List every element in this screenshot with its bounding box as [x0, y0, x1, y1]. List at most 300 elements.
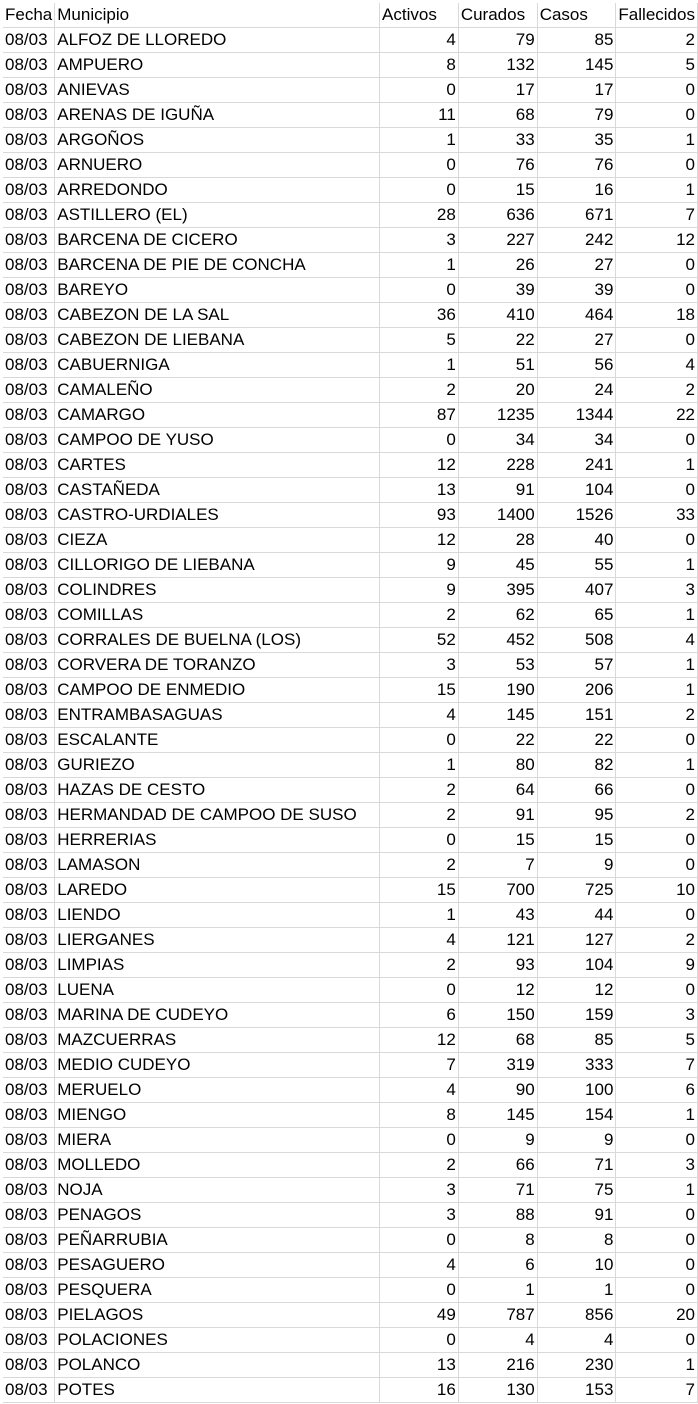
fallecidos-cell[interactable]: 0 — [616, 78, 698, 103]
casos-cell[interactable]: 154 — [537, 1103, 616, 1128]
activos-cell[interactable]: 4 — [380, 928, 459, 953]
fallecidos-cell[interactable]: 0 — [616, 1328, 698, 1353]
casos-cell[interactable]: 16 — [537, 178, 616, 203]
fecha-cell[interactable]: 08/03 — [3, 1153, 55, 1178]
fallecidos-cell[interactable]: 0 — [616, 1253, 698, 1278]
municipio-cell[interactable]: LIERGANES — [55, 928, 380, 953]
activos-cell[interactable]: 0 — [380, 1128, 459, 1153]
fallecidos-cell[interactable]: 4 — [616, 628, 698, 653]
casos-cell[interactable]: 65 — [537, 603, 616, 628]
curados-cell[interactable]: 93 — [458, 953, 537, 978]
activos-cell[interactable]: 2 — [380, 953, 459, 978]
curados-cell[interactable]: 1 — [458, 1278, 537, 1303]
municipio-cell[interactable]: ANIEVAS — [55, 78, 380, 103]
casos-cell[interactable]: 241 — [537, 453, 616, 478]
header-activos[interactable]: Activos — [380, 3, 459, 28]
header-municipio[interactable]: Municipio — [55, 3, 380, 28]
fallecidos-cell[interactable]: 0 — [616, 778, 698, 803]
curados-cell[interactable]: 636 — [458, 203, 537, 228]
municipio-cell[interactable]: CORRALES DE BUELNA (LOS) — [55, 628, 380, 653]
curados-cell[interactable]: 15 — [458, 828, 537, 853]
municipio-cell[interactable]: HAZAS DE CESTO — [55, 778, 380, 803]
curados-cell[interactable]: 34 — [458, 428, 537, 453]
activos-cell[interactable]: 7 — [380, 1053, 459, 1078]
casos-cell[interactable]: 151 — [537, 703, 616, 728]
casos-cell[interactable]: 34 — [537, 428, 616, 453]
activos-cell[interactable]: 5 — [380, 328, 459, 353]
fallecidos-cell[interactable]: 0 — [616, 428, 698, 453]
fallecidos-cell[interactable]: 2 — [616, 28, 698, 53]
casos-cell[interactable]: 4 — [537, 1328, 616, 1353]
header-casos[interactable]: Casos — [537, 3, 616, 28]
activos-cell[interactable]: 12 — [380, 453, 459, 478]
fecha-cell[interactable]: 08/03 — [3, 353, 55, 378]
fecha-cell[interactable]: 08/03 — [3, 1328, 55, 1353]
municipio-cell[interactable]: CASTRO-URDIALES — [55, 503, 380, 528]
activos-cell[interactable]: 2 — [380, 853, 459, 878]
fecha-cell[interactable]: 08/03 — [3, 553, 55, 578]
header-fallecidos[interactable]: Fallecidos — [616, 3, 698, 28]
municipio-cell[interactable]: CABEZON DE LA SAL — [55, 303, 380, 328]
fallecidos-cell[interactable]: 1 — [616, 178, 698, 203]
casos-cell[interactable]: 44 — [537, 903, 616, 928]
activos-cell[interactable]: 36 — [380, 303, 459, 328]
casos-cell[interactable]: 85 — [537, 28, 616, 53]
casos-cell[interactable]: 82 — [537, 753, 616, 778]
municipio-cell[interactable]: CAMPOO DE YUSO — [55, 428, 380, 453]
activos-cell[interactable]: 1 — [380, 753, 459, 778]
fecha-cell[interactable]: 08/03 — [3, 28, 55, 53]
fallecidos-cell[interactable]: 0 — [616, 328, 698, 353]
municipio-cell[interactable]: ARENAS DE IGUÑA — [55, 103, 380, 128]
casos-cell[interactable]: 35 — [537, 128, 616, 153]
curados-cell[interactable]: 12 — [458, 978, 537, 1003]
curados-cell[interactable]: 319 — [458, 1053, 537, 1078]
casos-cell[interactable]: 39 — [537, 278, 616, 303]
fecha-cell[interactable]: 08/03 — [3, 428, 55, 453]
casos-cell[interactable]: 159 — [537, 1003, 616, 1028]
header-curados[interactable]: Curados — [458, 3, 537, 28]
curados-cell[interactable]: 53 — [458, 653, 537, 678]
fallecidos-cell[interactable]: 0 — [616, 253, 698, 278]
curados-cell[interactable]: 80 — [458, 753, 537, 778]
curados-cell[interactable]: 4 — [458, 1328, 537, 1353]
curados-cell[interactable]: 26 — [458, 253, 537, 278]
activos-cell[interactable]: 3 — [380, 653, 459, 678]
municipio-cell[interactable]: CAMPOO DE ENMEDIO — [55, 678, 380, 703]
municipio-cell[interactable]: PIELAGOS — [55, 1303, 380, 1328]
activos-cell[interactable]: 4 — [380, 703, 459, 728]
activos-cell[interactable]: 1 — [380, 353, 459, 378]
curados-cell[interactable]: 395 — [458, 578, 537, 603]
municipio-cell[interactable]: CIEZA — [55, 528, 380, 553]
activos-cell[interactable]: 0 — [380, 178, 459, 203]
municipio-cell[interactable]: LIENDO — [55, 903, 380, 928]
municipio-cell[interactable]: ARGOÑOS — [55, 128, 380, 153]
casos-cell[interactable]: 856 — [537, 1303, 616, 1328]
municipio-cell[interactable]: MIERA — [55, 1128, 380, 1153]
curados-cell[interactable]: 1400 — [458, 503, 537, 528]
municipio-cell[interactable]: MIENGO — [55, 1103, 380, 1128]
casos-cell[interactable]: 12 — [537, 978, 616, 1003]
fallecidos-cell[interactable]: 1 — [616, 753, 698, 778]
casos-cell[interactable]: 725 — [537, 878, 616, 903]
casos-cell[interactable]: 230 — [537, 1353, 616, 1378]
activos-cell[interactable]: 0 — [380, 78, 459, 103]
municipio-cell[interactable]: ARREDONDO — [55, 178, 380, 203]
activos-cell[interactable]: 16 — [380, 1378, 459, 1403]
fecha-cell[interactable]: 08/03 — [3, 178, 55, 203]
curados-cell[interactable]: 51 — [458, 353, 537, 378]
casos-cell[interactable]: 127 — [537, 928, 616, 953]
municipio-cell[interactable]: PESQUERA — [55, 1278, 380, 1303]
fecha-cell[interactable]: 08/03 — [3, 153, 55, 178]
casos-cell[interactable]: 1344 — [537, 403, 616, 428]
municipio-cell[interactable]: ESCALANTE — [55, 728, 380, 753]
curados-cell[interactable]: 145 — [458, 703, 537, 728]
activos-cell[interactable]: 0 — [380, 428, 459, 453]
activos-cell[interactable]: 2 — [380, 603, 459, 628]
fallecidos-cell[interactable]: 2 — [616, 803, 698, 828]
casos-cell[interactable]: 1 — [537, 1278, 616, 1303]
municipio-cell[interactable]: PENAGOS — [55, 1203, 380, 1228]
fallecidos-cell[interactable]: 2 — [616, 378, 698, 403]
casos-cell[interactable]: 27 — [537, 253, 616, 278]
municipio-cell[interactable]: MAZCUERRAS — [55, 1028, 380, 1053]
curados-cell[interactable]: 43 — [458, 903, 537, 928]
fecha-cell[interactable]: 08/03 — [3, 1128, 55, 1153]
fallecidos-cell[interactable]: 0 — [616, 828, 698, 853]
activos-cell[interactable]: 13 — [380, 1353, 459, 1378]
fecha-cell[interactable]: 08/03 — [3, 1203, 55, 1228]
fallecidos-cell[interactable]: 0 — [616, 1228, 698, 1253]
casos-cell[interactable]: 100 — [537, 1078, 616, 1103]
casos-cell[interactable]: 508 — [537, 628, 616, 653]
municipio-cell[interactable]: CABUERNIGA — [55, 353, 380, 378]
activos-cell[interactable]: 13 — [380, 478, 459, 503]
curados-cell[interactable]: 88 — [458, 1203, 537, 1228]
activos-cell[interactable]: 9 — [380, 578, 459, 603]
fallecidos-cell[interactable]: 20 — [616, 1303, 698, 1328]
activos-cell[interactable]: 8 — [380, 1103, 459, 1128]
fecha-cell[interactable]: 08/03 — [3, 303, 55, 328]
fallecidos-cell[interactable]: 1 — [616, 653, 698, 678]
municipio-cell[interactable]: CASTAÑEDA — [55, 478, 380, 503]
casos-cell[interactable]: 75 — [537, 1178, 616, 1203]
municipio-cell[interactable]: LAREDO — [55, 878, 380, 903]
activos-cell[interactable]: 8 — [380, 53, 459, 78]
activos-cell[interactable]: 12 — [380, 1028, 459, 1053]
activos-cell[interactable]: 0 — [380, 828, 459, 853]
municipio-cell[interactable]: ALFOZ DE LLOREDO — [55, 28, 380, 53]
fecha-cell[interactable]: 08/03 — [3, 953, 55, 978]
activos-cell[interactable]: 11 — [380, 103, 459, 128]
curados-cell[interactable]: 227 — [458, 228, 537, 253]
fecha-cell[interactable]: 08/03 — [3, 78, 55, 103]
casos-cell[interactable]: 71 — [537, 1153, 616, 1178]
fallecidos-cell[interactable]: 12 — [616, 228, 698, 253]
fallecidos-cell[interactable]: 0 — [616, 103, 698, 128]
fallecidos-cell[interactable]: 3 — [616, 578, 698, 603]
casos-cell[interactable]: 9 — [537, 853, 616, 878]
fecha-cell[interactable]: 08/03 — [3, 503, 55, 528]
casos-cell[interactable]: 145 — [537, 53, 616, 78]
header-fecha[interactable]: Fecha — [3, 3, 55, 28]
municipio-cell[interactable]: MOLLEDO — [55, 1153, 380, 1178]
casos-cell[interactable]: 55 — [537, 553, 616, 578]
fallecidos-cell[interactable]: 0 — [616, 903, 698, 928]
casos-cell[interactable]: 104 — [537, 953, 616, 978]
fecha-cell[interactable]: 08/03 — [3, 528, 55, 553]
fecha-cell[interactable]: 08/03 — [3, 653, 55, 678]
casos-cell[interactable]: 27 — [537, 328, 616, 353]
activos-cell[interactable]: 0 — [380, 278, 459, 303]
fecha-cell[interactable]: 08/03 — [3, 478, 55, 503]
activos-cell[interactable]: 0 — [380, 153, 459, 178]
activos-cell[interactable]: 1 — [380, 128, 459, 153]
activos-cell[interactable]: 87 — [380, 403, 459, 428]
fecha-cell[interactable]: 08/03 — [3, 1228, 55, 1253]
casos-cell[interactable]: 242 — [537, 228, 616, 253]
activos-cell[interactable]: 9 — [380, 553, 459, 578]
curados-cell[interactable]: 787 — [458, 1303, 537, 1328]
curados-cell[interactable]: 150 — [458, 1003, 537, 1028]
activos-cell[interactable]: 2 — [380, 778, 459, 803]
curados-cell[interactable]: 9 — [458, 1128, 537, 1153]
fallecidos-cell[interactable]: 4 — [616, 353, 698, 378]
curados-cell[interactable]: 121 — [458, 928, 537, 953]
municipio-cell[interactable]: COMILLAS — [55, 603, 380, 628]
municipio-cell[interactable]: BARCENA DE CICERO — [55, 228, 380, 253]
curados-cell[interactable]: 68 — [458, 1028, 537, 1053]
casos-cell[interactable]: 206 — [537, 678, 616, 703]
casos-cell[interactable]: 22 — [537, 728, 616, 753]
municipio-cell[interactable]: CORVERA DE TORANZO — [55, 653, 380, 678]
fallecidos-cell[interactable]: 0 — [616, 153, 698, 178]
fallecidos-cell[interactable]: 1 — [616, 603, 698, 628]
fecha-cell[interactable]: 08/03 — [3, 53, 55, 78]
curados-cell[interactable]: 39 — [458, 278, 537, 303]
casos-cell[interactable]: 79 — [537, 103, 616, 128]
fecha-cell[interactable]: 08/03 — [3, 453, 55, 478]
fecha-cell[interactable]: 08/03 — [3, 628, 55, 653]
activos-cell[interactable]: 15 — [380, 878, 459, 903]
fecha-cell[interactable]: 08/03 — [3, 253, 55, 278]
municipio-cell[interactable]: CARTES — [55, 453, 380, 478]
fallecidos-cell[interactable]: 1 — [616, 1178, 698, 1203]
activos-cell[interactable]: 49 — [380, 1303, 459, 1328]
fallecidos-cell[interactable]: 0 — [616, 1203, 698, 1228]
municipio-cell[interactable]: ASTILLERO (EL) — [55, 203, 380, 228]
casos-cell[interactable]: 66 — [537, 778, 616, 803]
curados-cell[interactable]: 22 — [458, 328, 537, 353]
fallecidos-cell[interactable]: 7 — [616, 1053, 698, 1078]
fecha-cell[interactable]: 08/03 — [3, 1003, 55, 1028]
curados-cell[interactable]: 45 — [458, 553, 537, 578]
municipio-cell[interactable]: HERRERIAS — [55, 828, 380, 853]
fallecidos-cell[interactable]: 5 — [616, 53, 698, 78]
fecha-cell[interactable]: 08/03 — [3, 578, 55, 603]
casos-cell[interactable]: 56 — [537, 353, 616, 378]
curados-cell[interactable]: 700 — [458, 878, 537, 903]
municipio-cell[interactable]: COLINDRES — [55, 578, 380, 603]
municipio-cell[interactable]: POTES — [55, 1378, 380, 1403]
fecha-cell[interactable]: 08/03 — [3, 328, 55, 353]
municipio-cell[interactable]: CABEZON DE LIEBANA — [55, 328, 380, 353]
municipio-cell[interactable]: LIMPIAS — [55, 953, 380, 978]
fecha-cell[interactable]: 08/03 — [3, 903, 55, 928]
activos-cell[interactable]: 4 — [380, 1078, 459, 1103]
curados-cell[interactable]: 410 — [458, 303, 537, 328]
casos-cell[interactable]: 15 — [537, 828, 616, 853]
fallecidos-cell[interactable]: 2 — [616, 928, 698, 953]
fallecidos-cell[interactable]: 1 — [616, 128, 698, 153]
fecha-cell[interactable]: 08/03 — [3, 728, 55, 753]
fecha-cell[interactable]: 08/03 — [3, 1178, 55, 1203]
municipio-cell[interactable]: NOJA — [55, 1178, 380, 1203]
municipio-cell[interactable]: BAREYO — [55, 278, 380, 303]
casos-cell[interactable]: 85 — [537, 1028, 616, 1053]
municipio-cell[interactable]: MEDIO CUDEYO — [55, 1053, 380, 1078]
fallecidos-cell[interactable]: 33 — [616, 503, 698, 528]
fecha-cell[interactable]: 08/03 — [3, 1078, 55, 1103]
fecha-cell[interactable]: 08/03 — [3, 378, 55, 403]
curados-cell[interactable]: 6 — [458, 1253, 537, 1278]
municipio-cell[interactable]: MARINA DE CUDEYO — [55, 1003, 380, 1028]
municipio-cell[interactable]: ARNUERO — [55, 153, 380, 178]
fecha-cell[interactable]: 08/03 — [3, 1303, 55, 1328]
fallecidos-cell[interactable]: 3 — [616, 1003, 698, 1028]
fallecidos-cell[interactable]: 5 — [616, 1028, 698, 1053]
curados-cell[interactable]: 1235 — [458, 403, 537, 428]
fecha-cell[interactable]: 08/03 — [3, 928, 55, 953]
fallecidos-cell[interactable]: 2 — [616, 703, 698, 728]
fallecidos-cell[interactable]: 0 — [616, 478, 698, 503]
activos-cell[interactable]: 0 — [380, 978, 459, 1003]
fecha-cell[interactable]: 08/03 — [3, 228, 55, 253]
fecha-cell[interactable]: 08/03 — [3, 1053, 55, 1078]
fecha-cell[interactable]: 08/03 — [3, 1278, 55, 1303]
municipio-cell[interactable]: MERUELO — [55, 1078, 380, 1103]
curados-cell[interactable]: 228 — [458, 453, 537, 478]
curados-cell[interactable]: 33 — [458, 128, 537, 153]
fecha-cell[interactable]: 08/03 — [3, 878, 55, 903]
curados-cell[interactable]: 8 — [458, 1228, 537, 1253]
curados-cell[interactable]: 68 — [458, 103, 537, 128]
fallecidos-cell[interactable]: 6 — [616, 1078, 698, 1103]
municipio-cell[interactable]: LUENA — [55, 978, 380, 1003]
activos-cell[interactable]: 4 — [380, 1253, 459, 1278]
casos-cell[interactable]: 1526 — [537, 503, 616, 528]
activos-cell[interactable]: 1 — [380, 903, 459, 928]
curados-cell[interactable]: 91 — [458, 803, 537, 828]
fecha-cell[interactable]: 08/03 — [3, 753, 55, 778]
activos-cell[interactable]: 3 — [380, 1203, 459, 1228]
activos-cell[interactable]: 3 — [380, 228, 459, 253]
fallecidos-cell[interactable]: 0 — [616, 528, 698, 553]
casos-cell[interactable]: 24 — [537, 378, 616, 403]
fecha-cell[interactable]: 08/03 — [3, 1103, 55, 1128]
fallecidos-cell[interactable]: 1 — [616, 678, 698, 703]
municipio-cell[interactable]: ENTRAMBASAGUAS — [55, 703, 380, 728]
fallecidos-cell[interactable]: 9 — [616, 953, 698, 978]
curados-cell[interactable]: 7 — [458, 853, 537, 878]
fecha-cell[interactable]: 08/03 — [3, 703, 55, 728]
casos-cell[interactable]: 9 — [537, 1128, 616, 1153]
curados-cell[interactable]: 28 — [458, 528, 537, 553]
curados-cell[interactable]: 17 — [458, 78, 537, 103]
municipio-cell[interactable]: CAMARGO — [55, 403, 380, 428]
curados-cell[interactable]: 216 — [458, 1353, 537, 1378]
fallecidos-cell[interactable]: 10 — [616, 878, 698, 903]
curados-cell[interactable]: 20 — [458, 378, 537, 403]
activos-cell[interactable]: 28 — [380, 203, 459, 228]
activos-cell[interactable]: 1 — [380, 253, 459, 278]
municipio-cell[interactable]: BARCENA DE PIE DE CONCHA — [55, 253, 380, 278]
curados-cell[interactable]: 76 — [458, 153, 537, 178]
fecha-cell[interactable]: 08/03 — [3, 853, 55, 878]
fecha-cell[interactable]: 08/03 — [3, 1028, 55, 1053]
fallecidos-cell[interactable]: 0 — [616, 728, 698, 753]
casos-cell[interactable]: 76 — [537, 153, 616, 178]
casos-cell[interactable]: 104 — [537, 478, 616, 503]
fallecidos-cell[interactable]: 1 — [616, 453, 698, 478]
curados-cell[interactable]: 452 — [458, 628, 537, 653]
activos-cell[interactable]: 0 — [380, 1328, 459, 1353]
fecha-cell[interactable]: 08/03 — [3, 1253, 55, 1278]
fallecidos-cell[interactable]: 18 — [616, 303, 698, 328]
fallecidos-cell[interactable]: 1 — [616, 553, 698, 578]
curados-cell[interactable]: 62 — [458, 603, 537, 628]
municipio-cell[interactable]: HERMANDAD DE CAMPOO DE SUSO — [55, 803, 380, 828]
curados-cell[interactable]: 190 — [458, 678, 537, 703]
municipio-cell[interactable]: PEÑARRUBIA — [55, 1228, 380, 1253]
casos-cell[interactable]: 333 — [537, 1053, 616, 1078]
curados-cell[interactable]: 15 — [458, 178, 537, 203]
fecha-cell[interactable]: 08/03 — [3, 978, 55, 1003]
casos-cell[interactable]: 153 — [537, 1378, 616, 1403]
municipio-cell[interactable]: LAMASON — [55, 853, 380, 878]
activos-cell[interactable]: 0 — [380, 1228, 459, 1253]
casos-cell[interactable]: 407 — [537, 578, 616, 603]
municipio-cell[interactable]: AMPUERO — [55, 53, 380, 78]
fecha-cell[interactable]: 08/03 — [3, 203, 55, 228]
municipio-cell[interactable]: POLACIONES — [55, 1328, 380, 1353]
activos-cell[interactable]: 12 — [380, 528, 459, 553]
casos-cell[interactable]: 8 — [537, 1228, 616, 1253]
curados-cell[interactable]: 66 — [458, 1153, 537, 1178]
curados-cell[interactable]: 90 — [458, 1078, 537, 1103]
curados-cell[interactable]: 130 — [458, 1378, 537, 1403]
activos-cell[interactable]: 52 — [380, 628, 459, 653]
casos-cell[interactable]: 57 — [537, 653, 616, 678]
curados-cell[interactable]: 71 — [458, 1178, 537, 1203]
fallecidos-cell[interactable]: 0 — [616, 978, 698, 1003]
activos-cell[interactable]: 4 — [380, 28, 459, 53]
municipio-cell[interactable]: GURIEZO — [55, 753, 380, 778]
casos-cell[interactable]: 95 — [537, 803, 616, 828]
fecha-cell[interactable]: 08/03 — [3, 1353, 55, 1378]
fecha-cell[interactable]: 08/03 — [3, 828, 55, 853]
fallecidos-cell[interactable]: 0 — [616, 1128, 698, 1153]
fecha-cell[interactable]: 08/03 — [3, 103, 55, 128]
fallecidos-cell[interactable]: 22 — [616, 403, 698, 428]
fecha-cell[interactable]: 08/03 — [3, 128, 55, 153]
fecha-cell[interactable]: 08/03 — [3, 603, 55, 628]
casos-cell[interactable]: 10 — [537, 1253, 616, 1278]
fecha-cell[interactable]: 08/03 — [3, 403, 55, 428]
fallecidos-cell[interactable]: 7 — [616, 203, 698, 228]
